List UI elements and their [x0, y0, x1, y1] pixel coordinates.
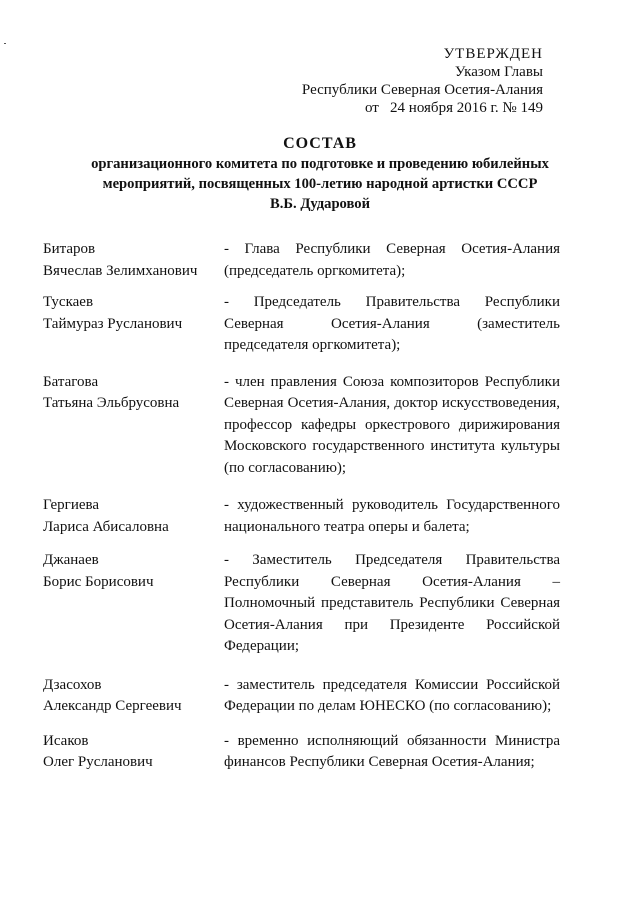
member-row	[43, 675, 563, 718]
decree-label: Указом Главы	[454, 64, 543, 80]
member-person	[43, 372, 224, 480]
member-row	[43, 550, 563, 658]
member-given-name: Александр Сергеевич	[43, 698, 182, 714]
member-given-name: Вячеслав Зелимханович	[43, 262, 198, 279]
title-line-1: организационного комитета по подготовке и проведению юбилейных	[91, 156, 549, 172]
member-row	[43, 292, 563, 357]
member-role: - Глава Республики Северная Осетия-Алания (председатель оргкомитета);	[224, 241, 560, 279]
title-line-2: мероприятий, посвященных 100-летию народной артистки СССР	[102, 176, 538, 192]
member-role: - временно исполняющий обязанности Министра финансов Республики Северная Осетия-Алания;	[224, 732, 560, 770]
member-person	[43, 675, 224, 718]
scan-speck	[4, 43, 6, 44]
member-person	[43, 495, 224, 538]
member-role: - Заместитель Председателя Правительства Республики Северная Осетия-Алания – Полномочный представитель Республики Северная Осетия-Алания при Президенте Российской Федерации;	[224, 552, 560, 654]
member-surname: Исаков	[43, 732, 89, 749]
republic-label: Республики Северная Осетия-Алания	[301, 82, 543, 98]
member-surname: Джанаев	[43, 552, 99, 568]
member-surname: Дзасохов	[43, 676, 102, 693]
approval-stamp	[302, 45, 543, 117]
member-row	[43, 495, 563, 538]
member-row	[43, 239, 563, 282]
member-role: - художественный руководитель Государственного национального театра оперы и балета;	[224, 497, 560, 535]
member-role: - заместитель председателя Комиссии Российской Федерации по делам ЮНЕСКО (по согласованию);	[224, 676, 560, 714]
member-person	[43, 731, 224, 774]
member-surname: Гергиева	[43, 497, 100, 513]
member-person	[43, 239, 224, 282]
member-role: - Председатель Правительства Республики Северная Осетия-Алания (заместитель председателя оргкомитета);	[224, 294, 560, 353]
title-line-3: В.Б. Дударовой	[270, 196, 370, 212]
member-person	[43, 550, 224, 658]
member-surname: Битаров	[43, 241, 96, 257]
committee-member-list	[43, 239, 563, 774]
member-given-name: Олег Русланович	[43, 754, 153, 770]
approved-label: УТВЕРЖДЕН	[443, 46, 543, 62]
member-given-name: Лариса Абисаловна	[43, 518, 169, 535]
member-given-name: Борис Борисович	[43, 573, 154, 590]
member-person	[43, 292, 224, 357]
member-row	[43, 372, 563, 480]
member-given-name: Таймураз Русланович	[43, 315, 183, 332]
member-role: - член правления Союза композиторов Республики Северная Осетия-Алания, доктор искусствоведения, профессор кафедры оркестрового дирижирования Московского государственного института культуры (по согласованию);	[224, 373, 560, 476]
member-row	[43, 731, 563, 774]
decree-date: от 24 ноября 2016 г. № 149	[364, 100, 543, 116]
title-heading: СОСТАВ	[283, 135, 357, 152]
member-surname: Тускаев	[43, 294, 94, 310]
member-given-name: Татьяна Эльбрусовна	[43, 395, 180, 411]
document-title	[40, 134, 600, 214]
member-surname: Батагова	[43, 373, 99, 390]
